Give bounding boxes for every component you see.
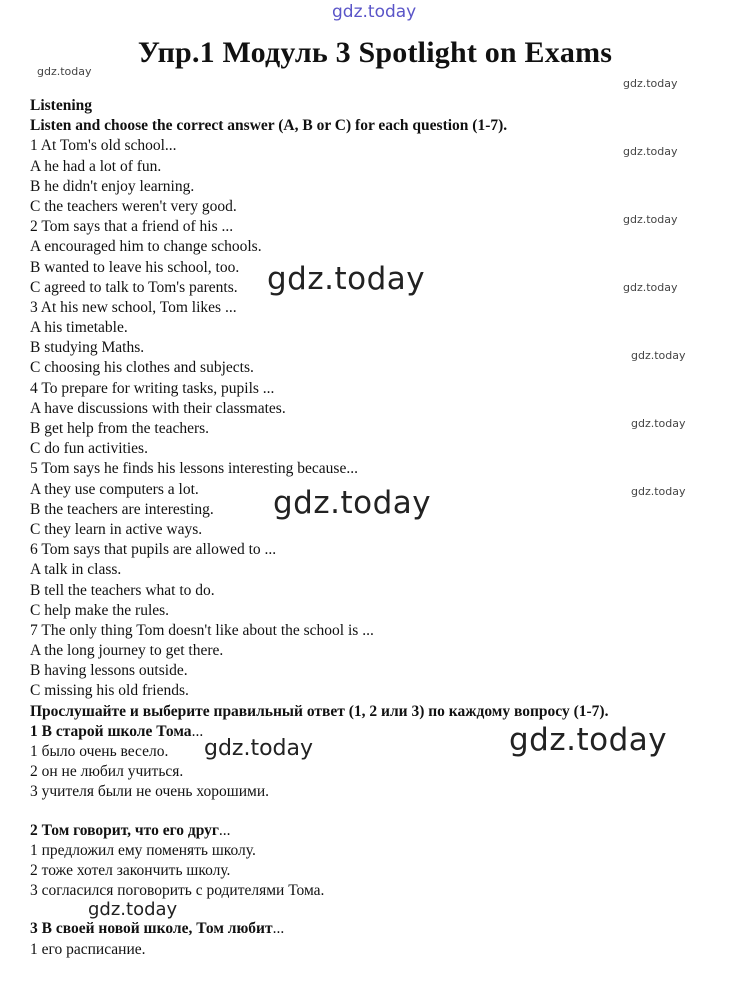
spacer (30, 803, 730, 821)
option-ru: 1 его расписание. (30, 940, 146, 958)
question-line: 4 To prepare for writing tasks, pupils ... (30, 379, 275, 397)
watermark-large: gdz.today (273, 485, 432, 521)
question-list (30, 136, 730, 701)
option-line: C choosing his clothes and subjects. (30, 359, 254, 377)
watermark-small: gdz.today (631, 349, 686, 362)
question-ru (30, 722, 730, 742)
option-line: B wanted to leave his school, too. (30, 258, 240, 276)
watermark-small: gdz.today (623, 145, 678, 158)
option-line: A his timetable. (30, 319, 128, 337)
watermark-small: gdz.today (623, 77, 678, 90)
question-ru-ellipsis: ... (272, 920, 285, 938)
option-line: B studying Maths. (30, 339, 145, 357)
option-line: A he had a lot of fun. (30, 157, 162, 175)
question-ru-text: 1 В старой школе Тома (30, 722, 192, 740)
option-line: B having lessons outside. (30, 662, 188, 680)
question-ru-ellipsis: ... (191, 722, 204, 740)
spacer (30, 901, 730, 919)
section-heading: Listening (30, 97, 93, 114)
option-line: A the long journey to get there. (30, 642, 224, 660)
question-line: 2 Tom says that a friend of his ... (30, 218, 234, 236)
task-instruction-ru: Прослушайте и выберите правильный ответ (1, 2 или 3) по каждому вопросу (1-7). (30, 702, 609, 720)
watermark-small: gdz.today (623, 281, 678, 294)
question-ru (30, 919, 730, 939)
option-line: B he didn't enjoy learning. (30, 177, 195, 195)
option-line: C agreed to talk to Tom's parents. (30, 278, 238, 296)
option-line: A they use computers a lot. (30, 480, 199, 498)
option-line: B tell the teachers what to do. (30, 581, 215, 599)
question-ru-text: 2 Том говорит, что его друг (30, 821, 219, 839)
watermark-small: gdz.today (631, 417, 686, 430)
option-ru: 2 тоже хотел закончить школу. (30, 861, 231, 879)
watermark-top: gdz.today (332, 2, 417, 22)
question-line: 5 Tom says he finds his lessons interesting because... (30, 460, 358, 478)
document-body (30, 96, 730, 960)
question-line: 3 At his new school, Tom likes ... (30, 298, 237, 316)
option-ru: 3 согласился поговорить с родителями Тома. (30, 882, 325, 900)
question-ru (30, 821, 730, 841)
page-title: Упр.1 Модуль 3 Spotlight on Exams (137, 36, 613, 69)
option-line: A have discussions with their classmates. (30, 399, 286, 417)
option-line: A encouraged him to change schools. (30, 238, 262, 256)
option-line: C they learn in active ways. (30, 520, 203, 538)
watermark-small: gdz.today (623, 213, 678, 226)
question-line: 6 Tom says that pupils are allowed to ... (30, 541, 277, 559)
watermark-large: gdz.today (267, 261, 426, 297)
option-ru: 1 было очень весело. (30, 743, 169, 760)
task-instruction: Listen and choose the correct answer (A, B or C) for each question (1-7). (30, 117, 508, 135)
question-ru-ellipsis: ... (218, 821, 231, 839)
option-line: C missing his old friends. (30, 682, 189, 700)
watermark-small: gdz.today (37, 65, 92, 78)
option-ru: 2 он не любил учиться. (30, 763, 184, 781)
option-line: C do fun activities. (30, 440, 148, 458)
watermark-small: gdz.today (631, 485, 686, 498)
option-ru: 3 учителя были не очень хорошими. (30, 783, 269, 801)
option-line: C help make the rules. (30, 601, 170, 619)
option-line: C the teachers weren't very good. (30, 197, 237, 215)
question-line: 7 The only thing Tom doesn't like about the school is ... (30, 621, 374, 639)
option-line: B get help from the teachers. (30, 420, 210, 437)
option-ru: 1 предложил ему поменять школу. (30, 841, 256, 859)
watermark-medium: gdz.today (88, 899, 178, 920)
question-line: 1 At Tom's old school... (30, 137, 177, 155)
watermark-large: gdz.today (509, 722, 668, 758)
question-ru-text: 3 В своей новой школе, Том любит (30, 920, 273, 938)
watermark-medium: gdz.today (204, 736, 314, 761)
option-line: A talk in class. (30, 561, 122, 579)
option-line: B the teachers are interesting. (30, 500, 214, 518)
